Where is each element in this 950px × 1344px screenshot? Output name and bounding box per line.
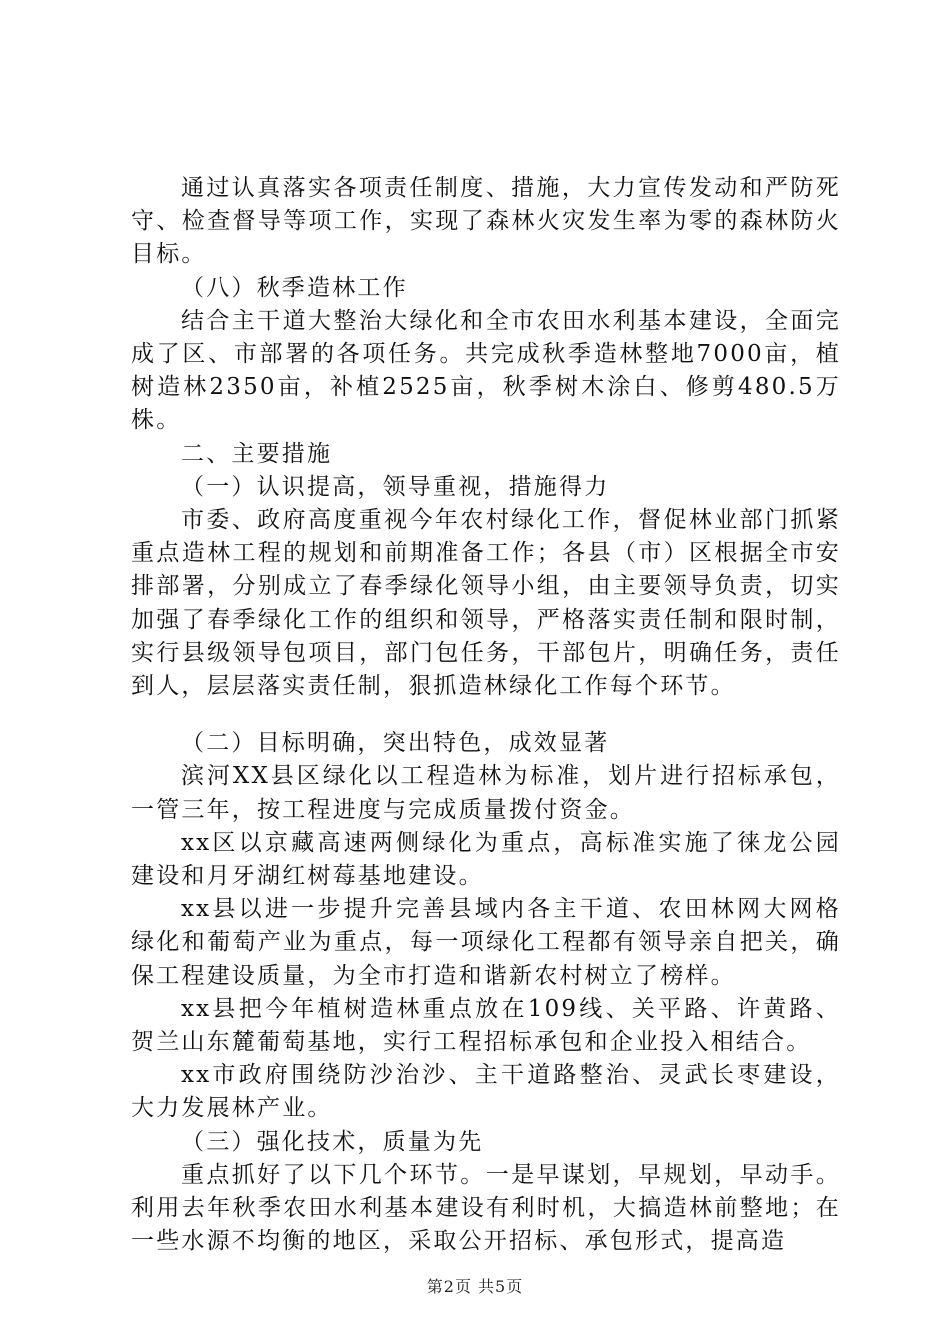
paragraph-leadership: 市委、政府高度重视今年农村绿化工作，督促林业部门抓紧重点造林工程的规划和前期准备工作；各县（市）区根据全市安排部署，分别成立了春季绿化领导小组，由主要领导负责，切实加强了春季绿化工作的组织和领导，严格落实责任制和限时制，实行县级领导包项目，部门包任务，干部包片，明确任务，责任到人，层层落实责任制，狠抓造林绿化工作每个环节。 bbox=[131, 507, 841, 700]
heading-main-measures: 二、主要措施 bbox=[181, 440, 333, 467]
paragraph-xx-county-one: xx县以进一步提升完善县域内各主干道、农田林网大网格绿化和葡萄产业为重点，每一项绿化工程都有领导亲自把关，确保工程建设质量，为全市打造和谐新农村树立了榜样。 bbox=[131, 896, 841, 989]
paragraph-key-links: 重点抓好了以下几个环节。一是早谋划，早规划，早动手。利用去年秋季农田水利基本建设有利时机，大搞造林前整地；在一些水源不均衡的地区，采取公开招标、承包形式，提高造 bbox=[131, 1161, 841, 1255]
paragraph-autumn-afforestation: 结合主干道大整治大绿化和全市农田水利基本建设，全面完成了区、市部署的各项任务。共完成秋季造林整地7000亩，植树造林2350亩，补植2525亩，秋季树木涂白、修剪480.5万株。 bbox=[131, 307, 841, 434]
paragraph-forest-fire-prevention: 通过认真落实各项责任制度、措施，大力宣传发动和严防死守、检查督导等项工作，实现了森林火灾发生率为零的森林防火目标。 bbox=[131, 175, 841, 268]
paragraph-xx-county-two: xx县把今年植树造林重点放在109线、关平路、许黄路、贺兰山东麓葡萄基地，实行工程招标承包和企业投入相结合。 bbox=[131, 995, 841, 1056]
heading-measure-three: （三）强化技术，质量为先 bbox=[181, 1128, 484, 1155]
document-body bbox=[131, 172, 841, 1259]
paragraph-xx-district: xx区以京藏高速两侧绿化为重点，高标准实施了徕龙公园建设和月牙湖红树莓基地建设。 bbox=[131, 829, 841, 890]
heading-autumn-afforestation: （八）秋季造林工作 bbox=[181, 274, 408, 301]
page-number-footer: 第2页 共5页 bbox=[426, 1277, 524, 1296]
heading-measure-one: （一）认识提高，领导重视，措施得力 bbox=[181, 473, 610, 500]
paragraph-xx-city: xx市政府围绕防沙治沙、主干道路整治、灵武长枣建设，大力发展林产业。 bbox=[131, 1062, 841, 1122]
paragraph-binhe-district: 滨河XX县区绿化以工程造林为标准，划片进行招标承包，一管三年，按工程进度与完成质量拨付资金。 bbox=[131, 763, 841, 823]
heading-measure-two: （二）目标明确，突出特色，成效显著 bbox=[181, 730, 610, 757]
